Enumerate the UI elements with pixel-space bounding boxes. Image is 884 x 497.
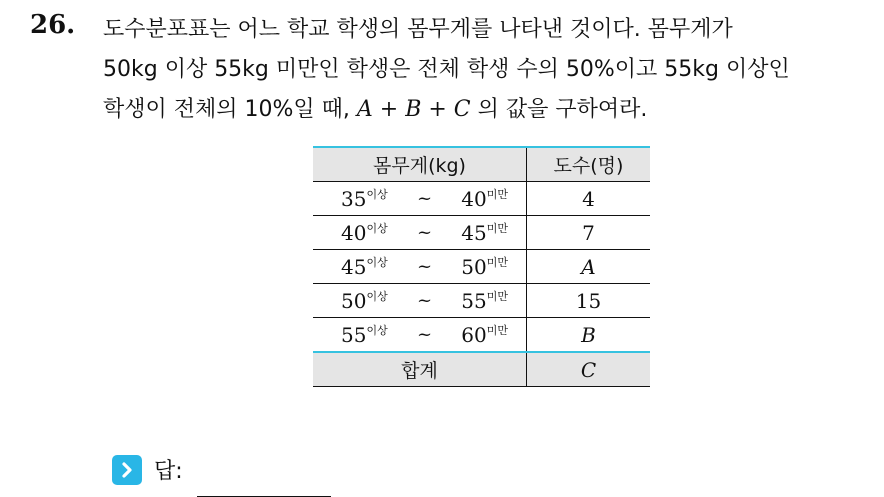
interval-from-value: 40: [341, 220, 367, 245]
frequency-table: [313, 146, 650, 387]
header-frequency: 도수(명): [527, 147, 651, 182]
total-value: C: [527, 352, 651, 387]
question-text: [103, 10, 873, 130]
chevron-right-icon: [112, 455, 142, 485]
interval-from-value: 35: [341, 186, 367, 211]
question-math-expression: A + B + C: [356, 97, 471, 122]
table-row: [313, 284, 650, 318]
interval-from-label: 이상: [366, 255, 388, 269]
interval-to-label: 미만: [486, 221, 508, 235]
interval-to-value: 40: [461, 186, 487, 211]
frequency-cell: 15: [527, 284, 651, 318]
interval-from-label: 이상: [366, 323, 388, 337]
header-weight: 몸무게(kg): [313, 147, 527, 182]
question-line-1: 도수분포표는 어느 학교 학생의 몸무게를 나타낸 것이다. 몸무게가: [103, 17, 733, 42]
question-line-3-prefix: 학생이 전체의 10%일 때,: [103, 97, 357, 122]
interval-to-value: 55: [461, 288, 487, 313]
interval-tilde: ~: [416, 222, 433, 243]
interval-to-value: 60: [461, 322, 487, 347]
interval-tilde: ~: [416, 188, 433, 209]
frequency-cell: B: [527, 318, 651, 353]
table-row: [313, 182, 650, 216]
interval-to: [461, 221, 508, 245]
class-interval: [313, 284, 527, 318]
interval-to-value: 45: [461, 220, 487, 245]
interval-from-label: 이상: [366, 221, 388, 235]
table-row: [313, 250, 650, 284]
answer-blank[interactable]: [197, 466, 331, 497]
question-line-3-suffix: 의 값을 구하여라.: [470, 97, 648, 122]
interval-from: [341, 255, 388, 279]
class-interval: [313, 216, 527, 250]
interval-from-value: 50: [341, 288, 367, 313]
interval-from-value: 45: [341, 254, 367, 279]
frequency-cell: A: [527, 250, 651, 284]
interval-to: [461, 323, 508, 347]
interval-tilde: ~: [416, 256, 433, 277]
interval-to-label: 미만: [486, 187, 508, 201]
table-body: [313, 182, 650, 353]
interval-tilde: ~: [416, 290, 433, 311]
interval-to-label: 미만: [486, 323, 508, 337]
question-number: 26.: [30, 10, 76, 40]
class-interval: [313, 182, 527, 216]
class-interval: [313, 250, 527, 284]
interval-to: [461, 187, 508, 211]
question-line-3: [103, 90, 873, 130]
interval-to-value: 50: [461, 254, 487, 279]
answer-label: 답:: [154, 459, 183, 484]
class-interval: [313, 318, 527, 353]
interval-to-label: 미만: [486, 255, 508, 269]
interval-from-label: 이상: [366, 187, 388, 201]
interval-tilde: ~: [416, 324, 433, 345]
answer-area: [112, 454, 331, 485]
table-header-row: [313, 147, 650, 182]
interval-from: [341, 221, 388, 245]
interval-from: [341, 187, 388, 211]
interval-from-label: 이상: [366, 289, 388, 303]
table-row: [313, 216, 650, 250]
interval-from: [341, 323, 388, 347]
frequency-cell: 4: [527, 182, 651, 216]
interval-to: [461, 255, 508, 279]
table-row: [313, 318, 650, 353]
total-label: 합계: [313, 352, 527, 387]
interval-to: [461, 289, 508, 313]
interval-from: [341, 289, 388, 313]
frequency-cell: 7: [527, 216, 651, 250]
interval-to-label: 미만: [486, 289, 508, 303]
table-total-row: [313, 352, 650, 387]
question-line-2: 50kg 이상 55kg 미만인 학생은 전체 학생 수의 50%이고 55kg 이상인: [103, 57, 790, 82]
interval-from-value: 55: [341, 322, 367, 347]
